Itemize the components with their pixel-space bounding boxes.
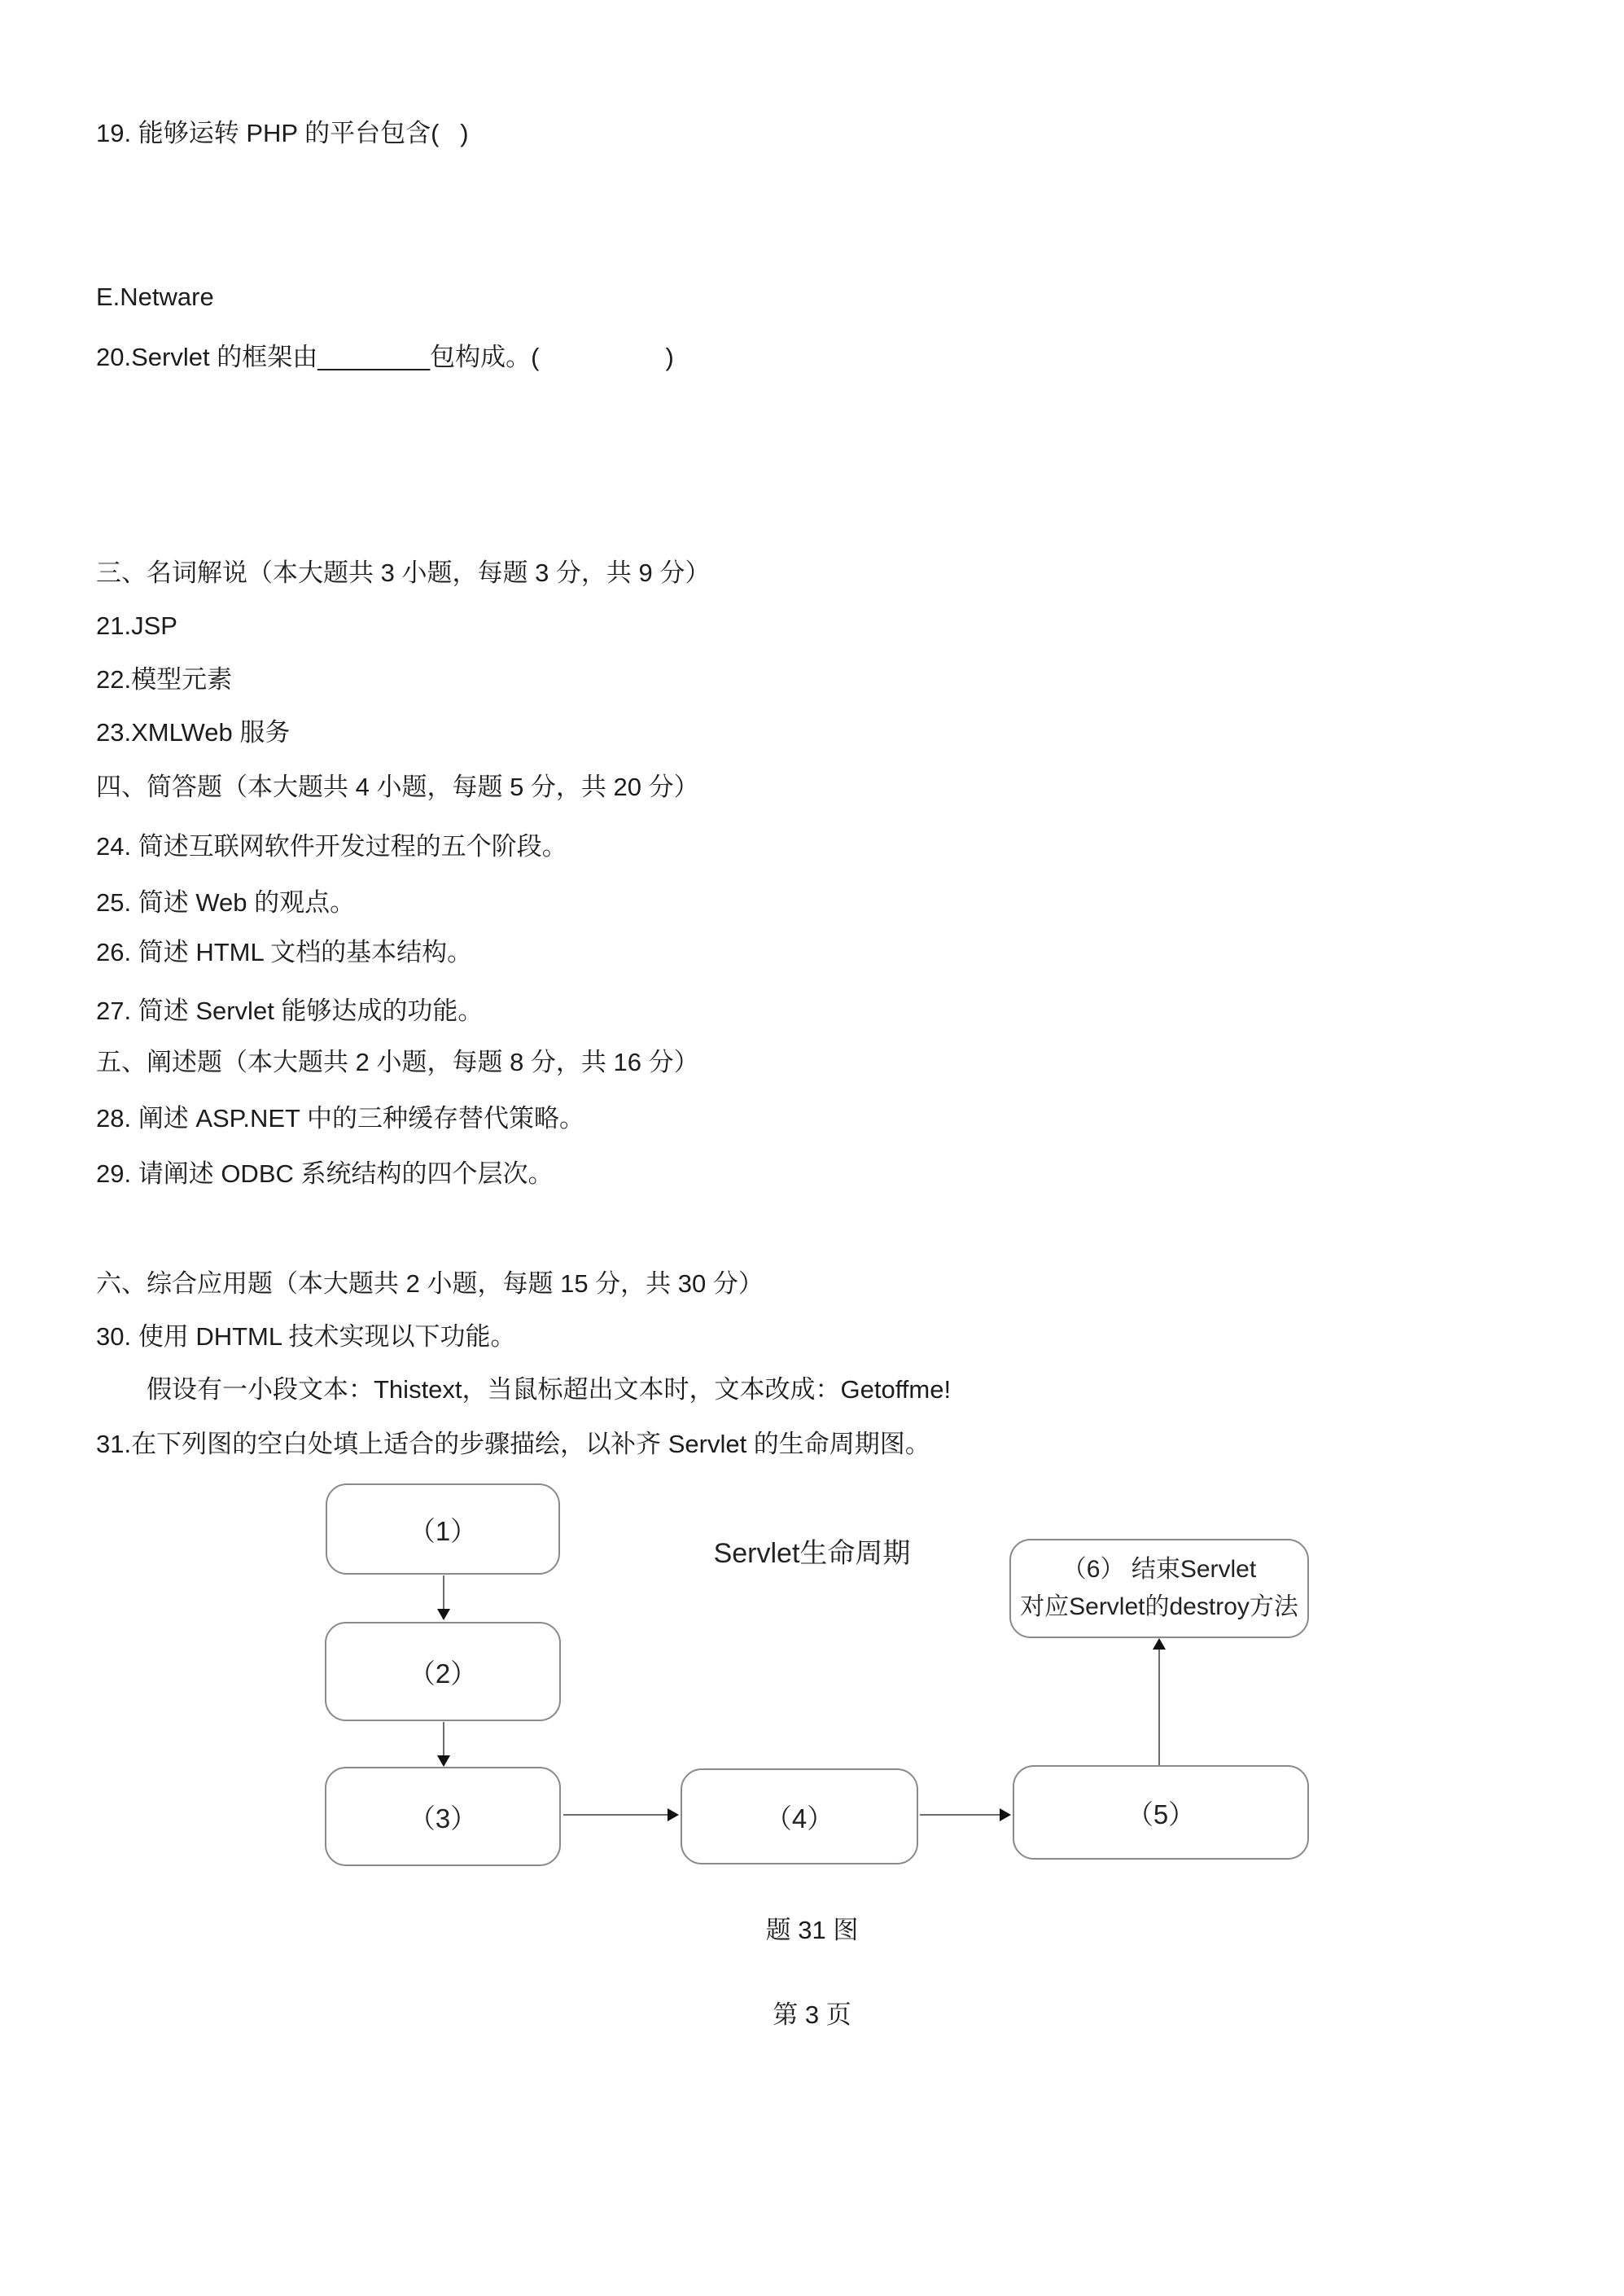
flow-box-1: （1） xyxy=(326,1483,560,1575)
arrowhead-right-icon xyxy=(668,1808,679,1821)
arrow-line-5-to-6 xyxy=(1158,1650,1160,1765)
flow-box-6-text xyxy=(1020,1551,1298,1626)
option-e: E.Netware xyxy=(96,283,214,311)
question-24: 24. 简述互联网软件开发过程的五个阶段。 xyxy=(96,832,567,861)
question-29: 29. 请阐述 ODBC 系统结构的四个层次。 xyxy=(96,1159,554,1188)
flow-box-3: （3） xyxy=(325,1767,561,1866)
arrow-line-4-to-5 xyxy=(920,1814,1000,1816)
arrow-line-1-to-2 xyxy=(443,1575,444,1610)
flow-box-4: （4） xyxy=(681,1768,918,1864)
question-21: 21.JSP xyxy=(96,611,177,640)
question-22: 22.模型元素 xyxy=(96,665,233,694)
question-31: 31.在下列图的空白处填上适合的步骤描绘，以补齐 Servlet 的生命周期图。 xyxy=(96,1430,930,1458)
arrowhead-down-icon xyxy=(437,1609,450,1620)
question-30: 30. 使用 DHTML 技术实现以下功能。 xyxy=(96,1322,516,1351)
question-26: 26. 简述 HTML 文档的基本结构。 xyxy=(96,938,473,966)
flow-box-6 xyxy=(1009,1539,1309,1638)
arrowhead-right-icon xyxy=(1000,1808,1011,1821)
question-30-note: 假设有一小段文本：Thistext，当鼠标超出文本时，文本改成：Getoffme! xyxy=(147,1375,952,1404)
question-25: 25. 简述 Web 的观点。 xyxy=(96,888,356,917)
diagram-title: Servlet生命周期 xyxy=(713,1538,911,1569)
section-4-heading: 四、简答题（本大题共 4 小题，每题 5 分，共 20 分） xyxy=(96,773,699,801)
question-27: 27. 简述 Servlet 能够达成的功能。 xyxy=(96,997,484,1025)
section-3-heading: 三、名词解说（本大题共 3 小题，每题 3 分，共 9 分） xyxy=(96,559,711,587)
arrow-line-2-to-3 xyxy=(443,1722,444,1756)
flow-box-5: （5） xyxy=(1013,1765,1309,1860)
page-number: 第 3 页 xyxy=(773,2000,851,2029)
section-6-heading: 六、综合应用题（本大题共 2 小题，每题 15 分，共 30 分） xyxy=(96,1269,764,1298)
question-23: 23.XMLWeb 服务 xyxy=(96,718,291,747)
arrowhead-down-icon xyxy=(437,1755,450,1767)
section-5-heading: 五、阐述题（本大题共 2 小题，每题 8 分，共 16 分） xyxy=(96,1048,699,1076)
question-19: 19. 能够运转 PHP 的平台包含( ) xyxy=(96,119,469,147)
arrow-line-3-to-4 xyxy=(563,1814,668,1816)
arrowhead-up-icon xyxy=(1153,1638,1166,1650)
flow-box-6-line1: （6） 结束Servlet xyxy=(1062,1556,1257,1583)
question-20: 20.Servlet 的框架由________包构成。( ) xyxy=(96,343,674,371)
flow-box-6-line2: 对应Servlet的destroy方法 xyxy=(1020,1593,1298,1620)
question-28: 28. 阐述 ASP.NET 中的三种缓存替代策略。 xyxy=(96,1104,585,1133)
flow-box-2: （2） xyxy=(325,1622,561,1721)
figure-caption: 题 31 图 xyxy=(765,1916,859,1944)
